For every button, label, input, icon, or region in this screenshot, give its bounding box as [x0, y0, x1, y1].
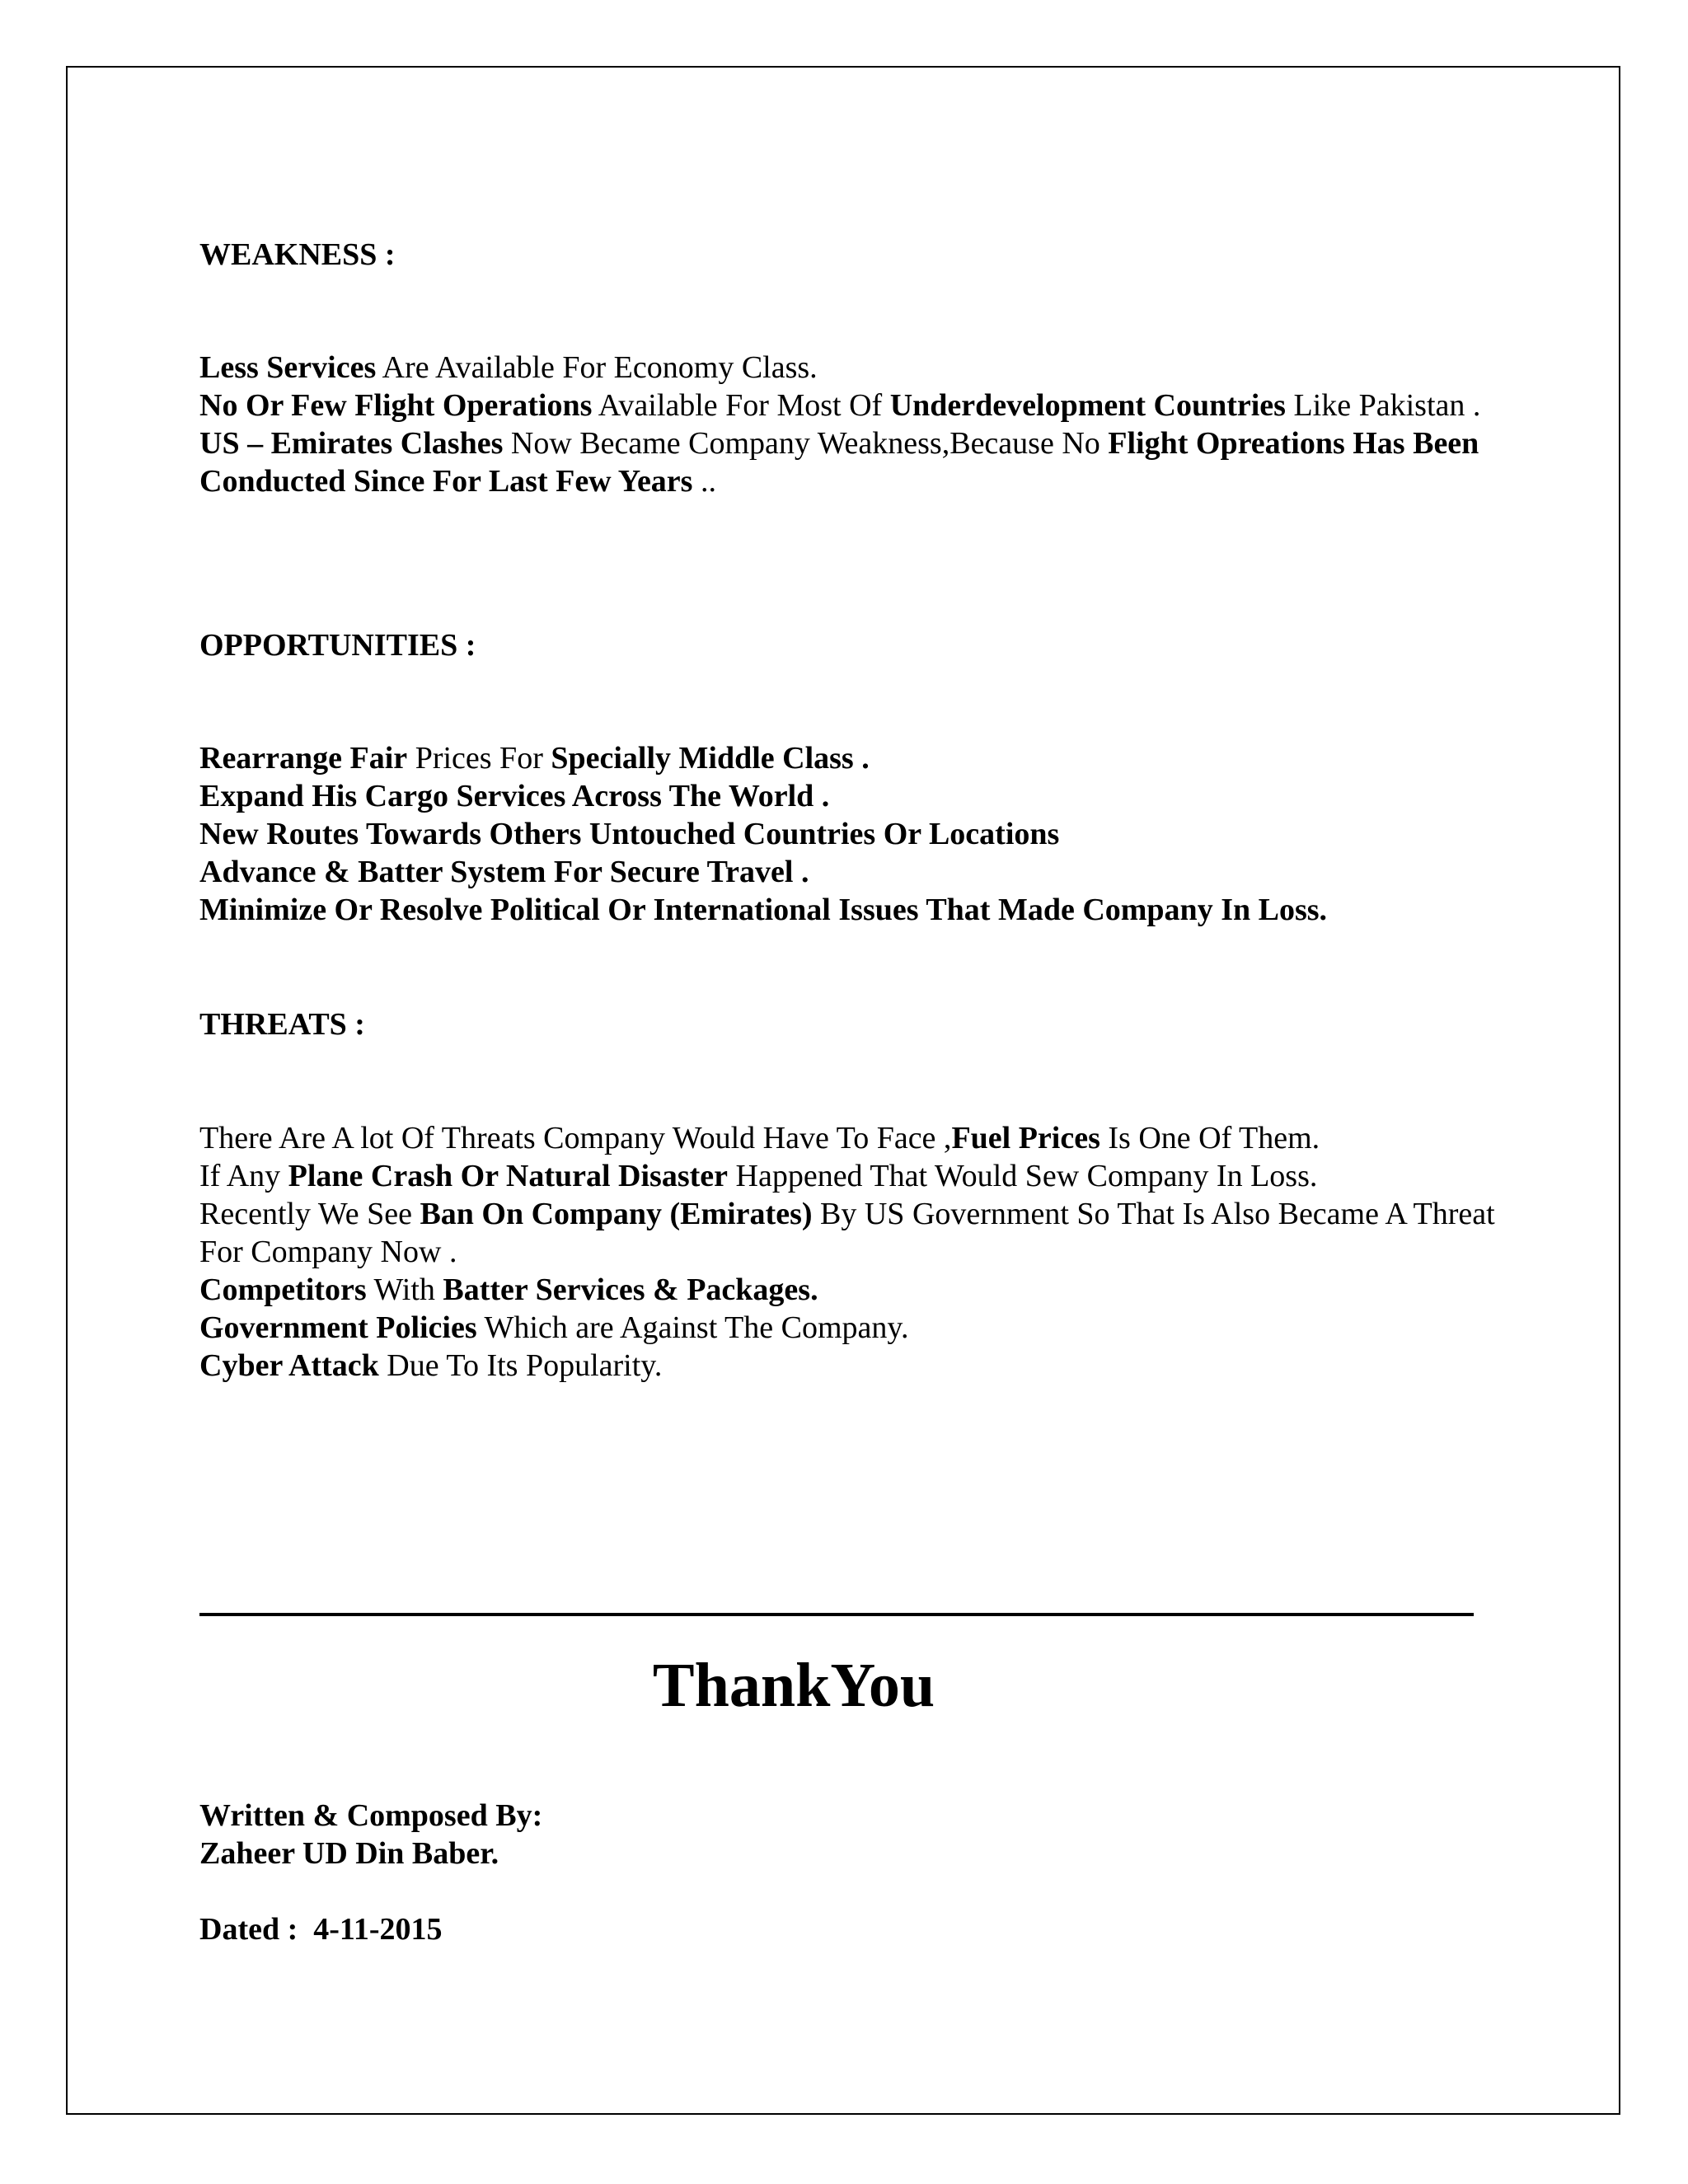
threat-item: [199, 1347, 1502, 1385]
opportunity-item: [199, 739, 1502, 777]
opportunities-heading: OPPORTUNITIES :: [199, 628, 476, 663]
text-run: Happened That Would Sew Company In Loss.: [728, 1159, 1318, 1193]
bold-text-run: Flight Opreations Has Been Conducted Since For Last Few Years: [199, 426, 1479, 499]
bold-text-run: Rearrange Fair: [199, 741, 408, 776]
text-run: Prices For: [407, 741, 551, 776]
text-run: Are Available For Economy Class.: [376, 350, 818, 385]
bold-text-run: Fuel Prices: [951, 1121, 1100, 1155]
bold-text-run: Plane Crash Or Natural Disaster: [288, 1159, 729, 1193]
bold-text-run: Batter Services & Packages.: [443, 1272, 818, 1307]
opportunity-item: [199, 853, 1502, 891]
opportunity-item: [199, 891, 1502, 929]
text-run: Is One Of Them.: [1100, 1121, 1320, 1155]
threat-item: [199, 1195, 1502, 1271]
threat-item: [199, 1119, 1502, 1157]
threats-list: [199, 1119, 1502, 1385]
text-run: If Any: [199, 1159, 288, 1193]
date-line: [199, 1910, 442, 1948]
text-run: There Are A lot Of Threats Company Would Have To Face ,: [199, 1121, 952, 1155]
text-run: Available For Most Of: [592, 388, 890, 423]
credit-label: Written & Composed By:: [199, 1798, 543, 1833]
weakness-heading: WEAKNESS :: [199, 237, 396, 272]
bold-text-run: Competitors: [199, 1272, 367, 1307]
bold-text-run: US – Emirates Clashes: [199, 426, 504, 461]
opportunity-item: [199, 777, 1502, 815]
bold-text-run: No Or Few Flight Operations: [199, 388, 593, 423]
bold-text-run: Underdevelopment Countries: [889, 388, 1286, 423]
text-run: Like Pakistan .: [1285, 388, 1481, 423]
weakness-item: [199, 349, 1502, 387]
thank-you-title: ThankYou: [652, 1651, 935, 1720]
bold-text-run: Ban On Company (Emirates): [420, 1197, 813, 1231]
opportunity-item: [199, 815, 1502, 853]
text-run: By US Government So That Is Also Became A Threat For Company Now .: [199, 1197, 1495, 1269]
text-run: Due To Its Popularity.: [378, 1348, 663, 1383]
date-label: Dated :: [199, 1912, 298, 1947]
bold-text-run: Advance & Batter System For Secure Travel .: [199, 855, 809, 889]
author-name: Zaheer UD Din Baber.: [199, 1836, 499, 1871]
bold-text-run: New Routes Towards Others Untouched Countries Or Locations: [199, 817, 1060, 851]
weakness-list: [199, 349, 1502, 500]
bold-text-run: Expand His Cargo Services Across The World .: [199, 779, 830, 813]
text-run: ..: [692, 464, 716, 499]
threats-heading: THREATS :: [199, 1007, 365, 1042]
bold-text-run: Cyber Attack: [199, 1348, 379, 1383]
threat-item: [199, 1309, 1502, 1347]
bold-text-run: Specially Middle Class .: [551, 741, 870, 776]
weakness-item: [199, 387, 1502, 424]
bold-text-run: Minimize Or Resolve Political Or International Issues That Made Company In Loss.: [199, 893, 1328, 927]
opportunities-list: [199, 739, 1502, 929]
threat-item: [199, 1271, 1502, 1309]
bold-text-run: Government Policies: [199, 1310, 477, 1345]
bold-text-run: Less Services: [199, 350, 377, 385]
text-run: Which are Against The Company.: [476, 1310, 909, 1345]
date-value: 4-11-2015: [313, 1912, 443, 1947]
weakness-item: [199, 424, 1502, 500]
text-run: With: [366, 1272, 443, 1307]
text-run: Recently We See: [199, 1197, 420, 1231]
text-run: Now Became Company Weakness,Because No: [503, 426, 1109, 461]
threat-item: [199, 1157, 1502, 1195]
divider-line: [199, 1613, 1474, 1616]
